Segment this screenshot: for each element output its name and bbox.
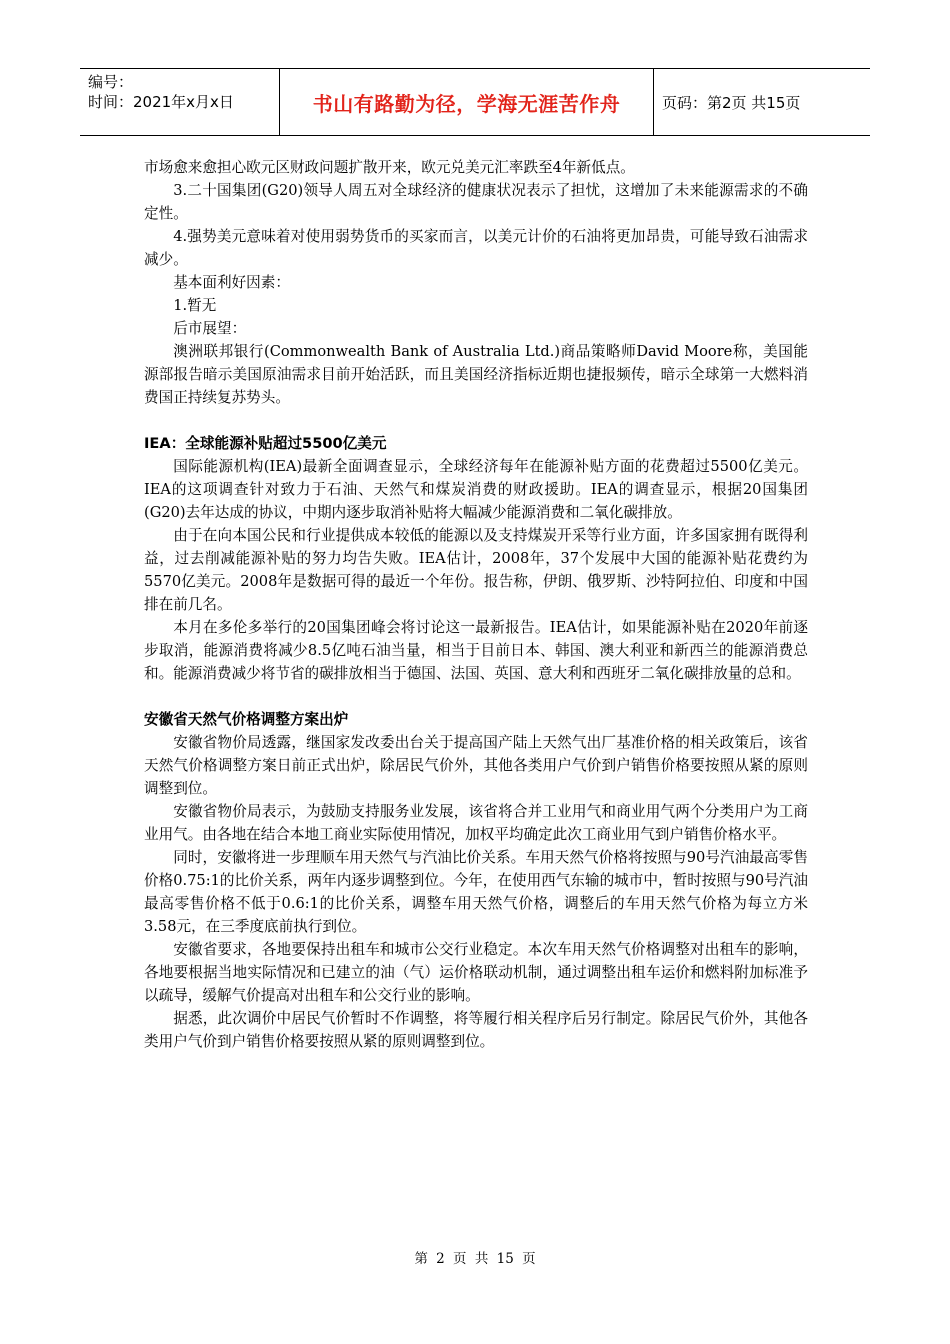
- header-meta: [80, 69, 280, 135]
- paragraph: 据悉，此次调价中居民气价暂时不作调整，将等履行相关程序后另行制定。除居民气价外，其他各类用户气价到户销售价格要按照从紧的原则调整到位。: [144, 1010, 808, 1050]
- paragraph: 1.暂无: [173, 297, 217, 314]
- paragraph: 安徽省物价局表示，为鼓励支持服务业发展，该省将合并工业用气和商业用气两个分类用户为工商业用气。由各地在结合本地工商业实际使用情况，加权平均确定此次工商业用气到户销售价格水平。: [144, 803, 808, 843]
- paragraph: 同时，安徽将进一步理顺车用天然气与汽油比价关系。车用天然气价格将按照与90号汽油最高零售价格0.75:1的比价关系，两年内逐步调整到位。今年，在使用西气东输的城市中，暂时按照与90号汽油最高零售价格不低于0.6:1的比价关系，调整车用天然气价格，调整后的车用天然气价格为每立方米3.58元，在三季度底前执行到位。: [144, 849, 808, 935]
- section-heading-iea: IEA：全球能源补贴超过5500亿美元: [144, 435, 387, 452]
- header-number-label: 编号：: [88, 73, 134, 91]
- page-header: [80, 68, 870, 136]
- paragraph: 安徽省要求，各地要保持出租车和城市公交行业稳定。本次车用天然气价格调整对出租车的影响，各地要根据当地实际情况和已建立的油（气）运价格联动机制，通过调整出租车运价和燃料附加标准予以疏导，缓解气价提高对出租车和公交行业的影响。: [144, 941, 808, 1004]
- paragraph: 后市展望：: [173, 320, 247, 337]
- paragraph: 澳洲联邦银行(Commonwealth Bank of Australia Ltd.)商品策略师David Moore称，美国能源部报告暗示美国原油需求目前开始活跃，而且美国经济指标近期也捷报频传，暗示全球第一大燃料消费国正持续复苏势头。: [144, 343, 808, 406]
- paragraph: 国际能源机构(IEA)最新全面调查显示，全球经济每年在能源补贴方面的花费超过5500亿美元。IEA的这项调查针对致力于石油、天然气和煤炭消费的财政援助。IEA的调查显示，根据20国集团(G20)去年达成的协议，中期内逐步取消补贴将大幅减少能源消费和二氧化碳排放。: [144, 458, 808, 521]
- paragraph: 本月在多伦多举行的20国集团峰会将讨论这一最新报告。IEA估计，如果能源补贴在2020年前逐步取消，能源消费将减少8.5亿吨石油当量，相当于目前日本、韩国、澳大利亚和新西兰的能源消费总和。能源消费减少将节省的碳排放相当于德国、法国、英国、意大利和西班牙二氧化碳排放量的总和。: [144, 619, 808, 682]
- paragraph: 基本面利好因素：: [173, 274, 290, 291]
- paragraph: 由于在向本国公民和行业提供成本较低的能源以及支持煤炭开采等行业方面，许多国家拥有既得利益，过去削减能源补贴的努力均告失败。IEA估计，2008年，37个发展中大国的能源补贴花费约为5570亿美元。2008年是数据可得的最近一个年份。报告称，伊朗、俄罗斯、沙特阿拉伯、印度和中国排在前几名。: [144, 527, 808, 613]
- header-motto: 书山有路勤为径，学海无涯苦作舟: [280, 69, 654, 135]
- page-footer: 第 2 页 共 15 页: [414, 1251, 536, 1267]
- header-page-info: 页码：第2页 共15页: [662, 93, 801, 112]
- section-heading-anhui: 安徽省天然气价格调整方案出炉: [144, 711, 349, 728]
- paragraph: 3.二十国集团(G20)领导人周五对全球经济的健康状况表示了担忧，这增加了未来能源需求的不确定性。: [144, 182, 808, 222]
- document-body: [144, 156, 808, 1053]
- header-time-label: 时间：2021年x月x日: [88, 93, 234, 111]
- paragraph: 安徽省物价局透露，继国家发改委出台关于提高国产陆上天然气出厂基准价格的相关政策后，该省天然气价格调整方案日前正式出炉，除居民气价外，其他各类用户气价到户销售价格要按照从紧的原则调整到位。: [144, 734, 808, 797]
- paragraph: 市场愈来愈担心欧元区财政问题扩散开来，欧元兑美元汇率跌至4年新低点。: [144, 159, 635, 176]
- paragraph: 4.强势美元意味着对使用弱势货币的买家而言，以美元计价的石油将更加昂贵，可能导致石油需求减少。: [144, 228, 808, 268]
